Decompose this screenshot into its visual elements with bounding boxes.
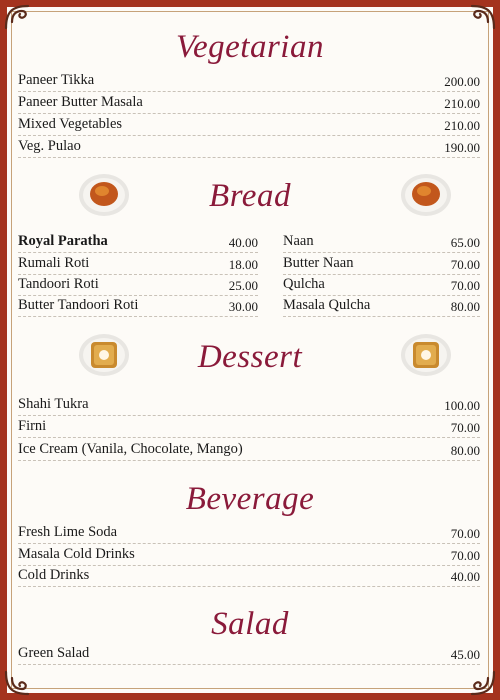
- item-name: Mixed Vegetables: [18, 116, 123, 132]
- item-name: Firni: [18, 418, 47, 434]
- item-name: Masala Qulcha: [283, 297, 371, 313]
- item-name: Paneer Butter Masala: [18, 94, 143, 110]
- item-price: 70.00: [450, 257, 480, 272]
- menu-item: [18, 70, 480, 92]
- menu-item: [283, 295, 480, 317]
- menu-item: [18, 231, 258, 253]
- item-price: 200.00: [444, 74, 480, 89]
- item-price: 30.00: [228, 299, 258, 314]
- item-name: Tandoori Roti: [18, 276, 99, 292]
- item-price: 80.00: [450, 443, 480, 458]
- item-name: Ice Cream (Vanila, Chocolate, Mango): [18, 441, 243, 457]
- item-price: 80.00: [450, 299, 480, 314]
- item-price: 70.00: [450, 548, 480, 563]
- section-title-bread: Bread: [209, 178, 291, 214]
- item-name: Green Salad: [18, 645, 90, 661]
- ornament-swirl-icon: [468, 668, 498, 698]
- item-name: Naan: [283, 233, 314, 249]
- section-title-vegetarian: Vegetarian: [176, 29, 324, 65]
- item-price: 65.00: [450, 235, 480, 250]
- item-name: Veg. Pulao: [18, 138, 81, 154]
- item-price: 70.00: [450, 278, 480, 293]
- menu-item: [18, 439, 480, 461]
- item-price: 210.00: [444, 96, 480, 111]
- menu-item: [18, 394, 480, 416]
- item-price: 45.00: [450, 647, 480, 662]
- item-price: 18.00: [228, 257, 258, 272]
- section-title-beverage: Beverage: [185, 481, 315, 517]
- menu-item: [18, 274, 258, 296]
- item-price: 190.00: [444, 140, 480, 155]
- item-price: 70.00: [450, 420, 480, 435]
- menu-item: [18, 136, 480, 158]
- item-price: 40.00: [228, 235, 258, 250]
- item-name: Shahi Tukra: [18, 396, 89, 412]
- ornament-swirl-icon: [2, 668, 32, 698]
- section-title-salad: Salad: [211, 606, 289, 642]
- item-price: 25.00: [228, 278, 258, 293]
- menu-item: [18, 522, 480, 544]
- item-price: 40.00: [450, 569, 480, 584]
- item-name: Cold Drinks: [18, 567, 90, 583]
- menu-item: [18, 114, 480, 136]
- menu-item: [18, 253, 258, 275]
- item-name: Butter Naan: [283, 255, 354, 271]
- menu-item: [283, 253, 480, 275]
- menu-item: [18, 643, 480, 665]
- menu-item: [18, 416, 480, 438]
- menu-item: [18, 295, 258, 317]
- menu-item: [18, 565, 480, 587]
- item-name: Butter Tandoori Roti: [18, 297, 139, 313]
- item-name: Qulcha: [283, 276, 325, 292]
- item-price: 210.00: [444, 118, 480, 133]
- menu-item: [18, 544, 480, 566]
- item-name: Masala Cold Drinks: [18, 546, 135, 562]
- item-name: Fresh Lime Soda: [18, 524, 118, 540]
- item-name: Royal Paratha: [18, 233, 108, 249]
- item-price: 70.00: [450, 526, 480, 541]
- menu-item: [18, 92, 480, 114]
- section-title-dessert: Dessert: [197, 339, 303, 375]
- item-price: 100.00: [444, 398, 480, 413]
- menu-item: [283, 231, 480, 253]
- item-name: Rumali Roti: [18, 255, 90, 271]
- menu-item: [283, 274, 480, 296]
- item-name: Paneer Tikka: [18, 72, 95, 88]
